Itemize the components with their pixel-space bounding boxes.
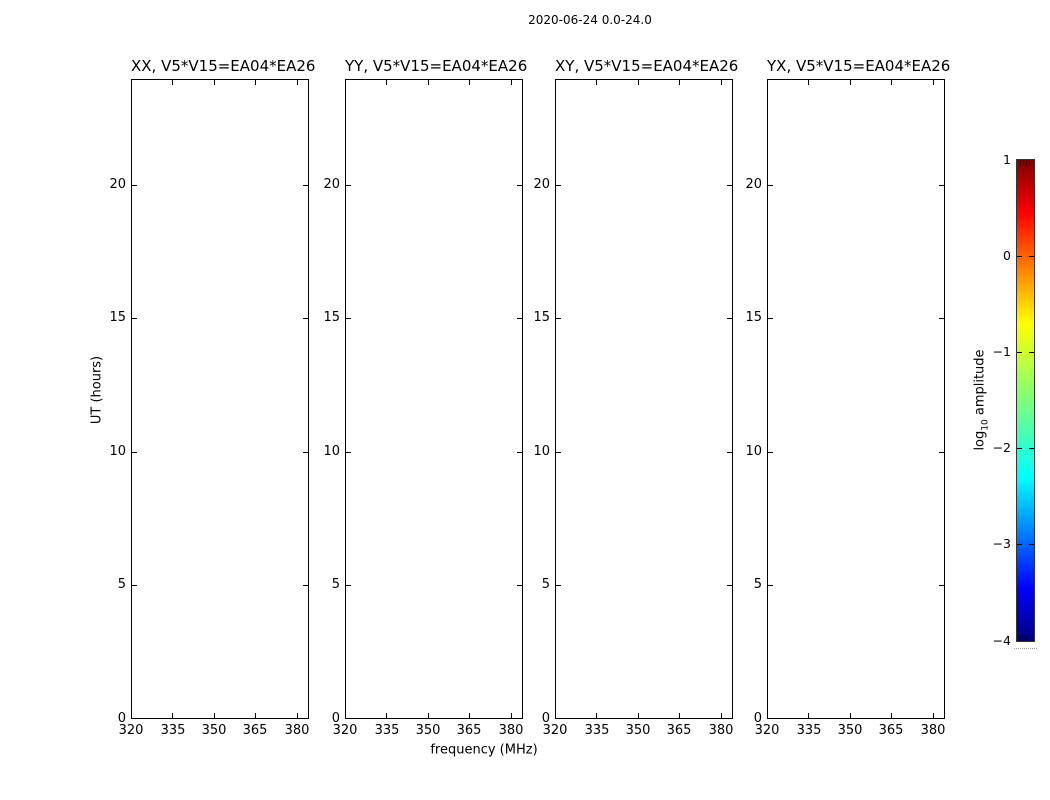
colorbar-tick-label: −4 (992, 633, 1011, 648)
colorbar-underline-dots (1014, 648, 1037, 649)
y-axis-label: UT (hours) (89, 355, 105, 425)
panel-yy (323, 57, 528, 760)
colorbar-gradient (1016, 159, 1035, 642)
colorbar-tick-label: 0 (1003, 248, 1011, 263)
heatmap-area (345, 79, 523, 719)
colorbar-label-pre: log (972, 430, 988, 451)
panel-title: XY, V5*V15=EA04*EA26 (555, 57, 739, 75)
y-tick-label: 20 (745, 177, 762, 192)
colorbar-label-sub: 10 (980, 419, 991, 431)
y-tick-label: 20 (533, 177, 550, 192)
y-tick-label: 20 (323, 177, 340, 192)
y-tick-label: 0 (117, 711, 126, 726)
x-tick-label: 335 (796, 723, 822, 738)
y-tick-label: 5 (331, 577, 340, 592)
heatmap-area (131, 79, 309, 719)
x-tick-label: 335 (584, 723, 610, 738)
x-tick-label: 350 (625, 723, 651, 738)
panel-xx (109, 57, 316, 760)
y-tick-label: 20 (109, 177, 126, 192)
x-tick-label: 350 (415, 723, 441, 738)
y-tick-label: 15 (533, 310, 550, 325)
y-tick-label: 5 (541, 577, 550, 592)
panel-title: YX, V5*V15=EA04*EA26 (767, 57, 951, 75)
panel-yx (745, 57, 951, 760)
x-tick-label: 380 (284, 723, 310, 738)
x-tick-label: 350 (837, 723, 863, 738)
y-tick-label: 5 (117, 577, 126, 592)
y-tick-label: 10 (533, 444, 550, 459)
y-tick-label: 15 (109, 310, 126, 325)
x-tick-label: 365 (242, 723, 268, 738)
x-tick-label: 320 (542, 723, 568, 738)
x-tick-label: 380 (920, 723, 946, 738)
y-tick-label: 0 (331, 711, 340, 726)
y-tick-label: 10 (745, 444, 762, 459)
panel-xy (533, 57, 739, 760)
y-tick-label: 0 (541, 711, 550, 726)
panel-title: XX, V5*V15=EA04*EA26 (131, 57, 316, 75)
x-tick-label: 350 (201, 723, 227, 738)
colorbar-tick-label: 1 (1003, 152, 1011, 167)
y-tick-label: 15 (323, 310, 340, 325)
x-tick-label: 320 (754, 723, 780, 738)
x-axis-label: frequency (MHz) (430, 742, 538, 758)
y-tick-label: 15 (745, 310, 762, 325)
x-tick-label: 380 (708, 723, 734, 738)
colorbar-label-post: amplitude (972, 349, 988, 420)
panel-title: YY, V5*V15=EA04*EA26 (345, 57, 528, 75)
x-tick-label: 335 (160, 723, 186, 738)
colorbar-tick-label: −1 (992, 344, 1011, 359)
colorbar-label (973, 349, 994, 450)
heatmap-area (555, 79, 733, 719)
colorbar-tick-label: −3 (992, 536, 1011, 551)
x-tick-label: 365 (878, 723, 904, 738)
x-tick-label: 320 (118, 723, 144, 738)
x-tick-label: 320 (332, 723, 358, 738)
y-tick-label: 5 (753, 577, 762, 592)
figure-title: 2020-06-24 0.0-24.0 (528, 13, 652, 27)
colorbar-tick-label: −2 (992, 440, 1011, 455)
heatmap-area (767, 79, 945, 719)
x-tick-label: 380 (498, 723, 524, 738)
y-tick-label: 10 (109, 444, 126, 459)
y-tick-label: 0 (753, 711, 762, 726)
x-tick-label: 365 (456, 723, 482, 738)
x-tick-label: 335 (374, 723, 400, 738)
x-tick-label: 365 (666, 723, 692, 738)
y-tick-label: 10 (323, 444, 340, 459)
